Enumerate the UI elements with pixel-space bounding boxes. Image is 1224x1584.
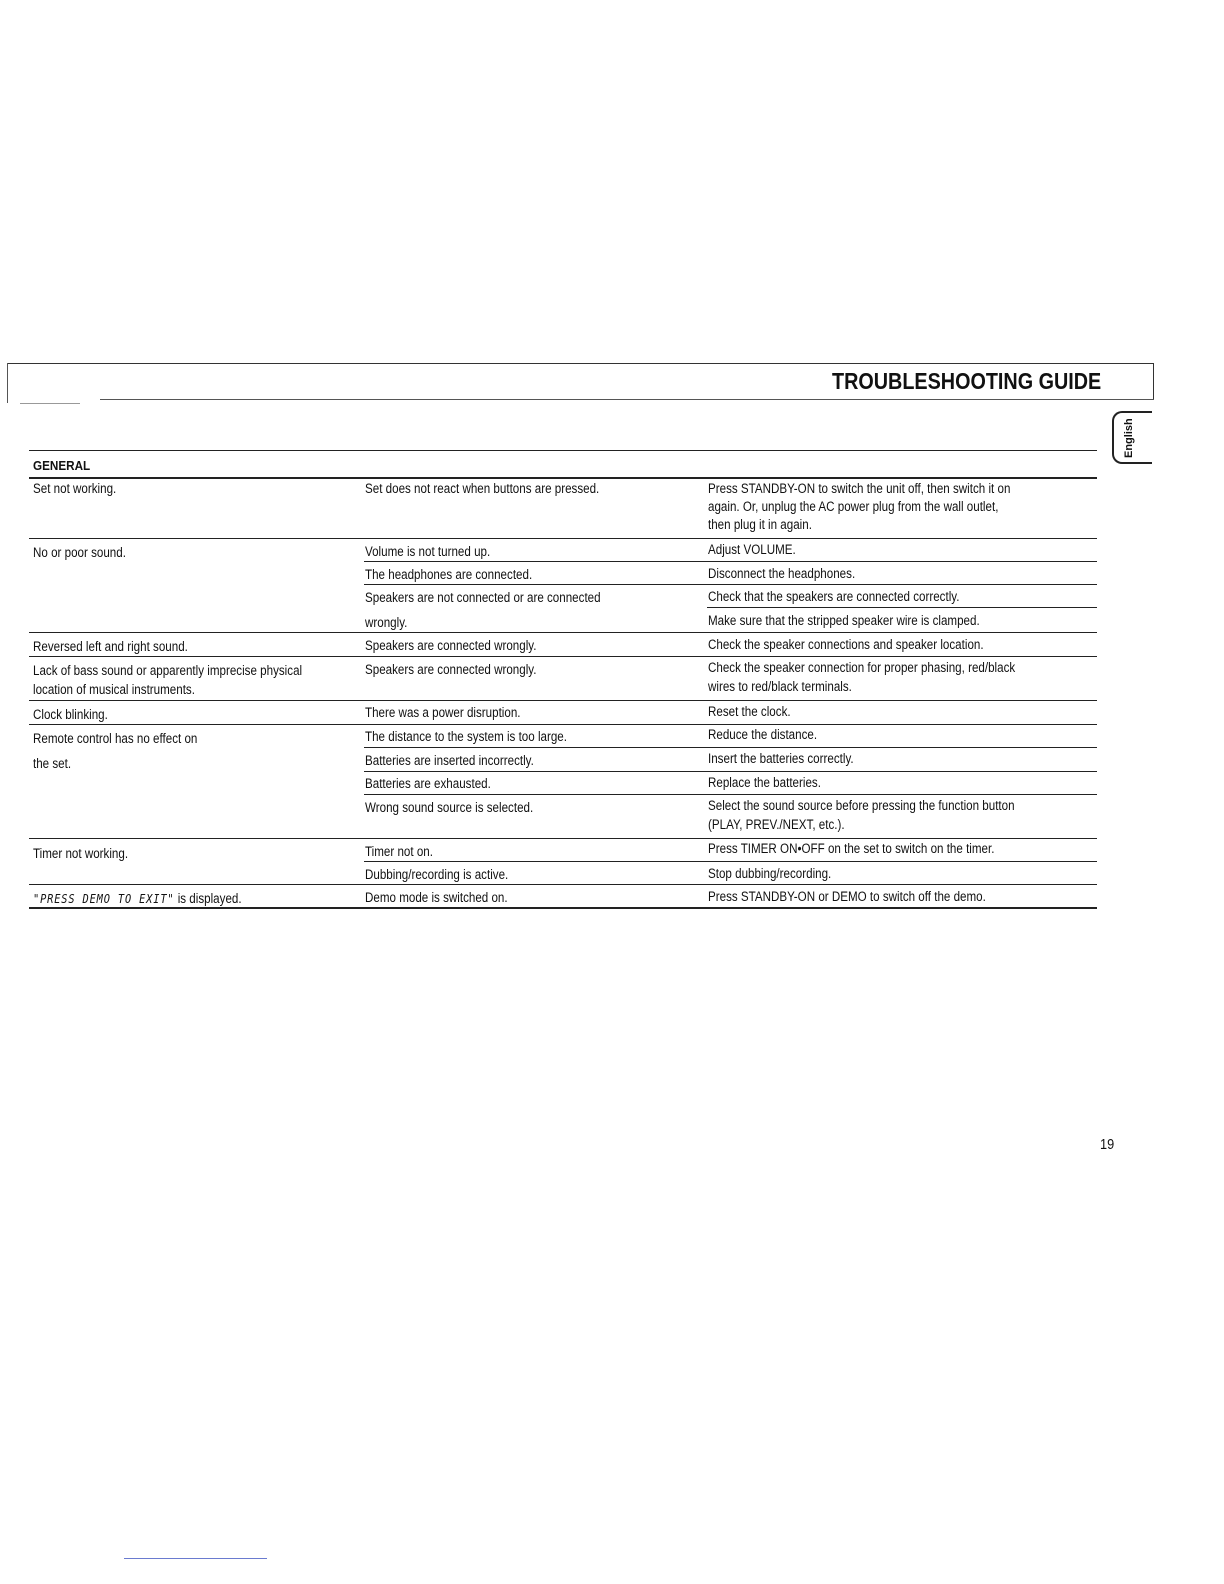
language-tab-label: English: [1123, 418, 1135, 458]
problem-cell: No or poor sound.: [33, 545, 126, 560]
problem-cell: Timer not working.: [33, 846, 129, 861]
header-bracket-right: [1153, 363, 1154, 400]
header-rule-fragment: [20, 403, 80, 404]
row-divider: [364, 771, 1097, 772]
solution-cell: Adjust VOLUME.: [708, 542, 796, 557]
solution-cell: (PLAY, PREV./NEXT, etc.).: [708, 817, 845, 832]
language-tab: [1112, 411, 1152, 464]
solution-cell: Reset the clock.: [708, 704, 791, 719]
solution-cell: Press STANDBY-ON to switch the unit off, then switch it on: [708, 481, 1011, 496]
page-number: 19: [1100, 1136, 1115, 1153]
row-divider: [29, 538, 1097, 539]
solution-cell: Check that the speakers are connected correctly.: [708, 589, 960, 604]
cause-cell: wrongly.: [365, 615, 408, 630]
cause-cell: Batteries are inserted incorrectly.: [365, 753, 534, 768]
section-rule-bottom: [29, 477, 1097, 479]
row-divider: [364, 861, 1097, 862]
row-divider: [364, 794, 1097, 795]
row-divider: [29, 724, 1097, 725]
row-divider: [707, 607, 1097, 608]
footer-rule: [124, 1558, 267, 1559]
cause-cell: Wrong sound source is selected.: [365, 800, 534, 815]
row-divider: [29, 884, 1097, 885]
solution-cell: Make sure that the stripped speaker wire is clamped.: [708, 613, 980, 628]
row-divider: [29, 838, 1097, 839]
row-divider: [29, 700, 1097, 701]
table-bottom-rule: [29, 907, 1097, 909]
solution-cell: Press TIMER ON•OFF on the set to switch on the timer.: [708, 841, 995, 856]
header-rule-bottom: [100, 399, 1154, 400]
cause-cell: Speakers are not connected or are connected: [365, 590, 601, 605]
cause-cell: Timer not on.: [365, 844, 433, 859]
problem-cell: [33, 890, 242, 909]
problem-cell: Remote control has no effect on: [33, 731, 198, 746]
row-divider: [364, 584, 1097, 585]
cause-cell: The headphones are connected.: [365, 567, 533, 582]
cause-cell: Volume is not turned up.: [365, 544, 491, 559]
cause-cell: There was a power disruption.: [365, 705, 521, 720]
cause-cell: Set does not react when buttons are pressed.: [365, 481, 600, 496]
cause-cell: The distance to the system is too large.: [365, 729, 567, 744]
problem-cell: Lack of bass sound or apparently imprecise physical: [33, 663, 303, 678]
solution-cell: Disconnect the headphones.: [708, 566, 856, 581]
cause-cell: Dubbing/recording is active.: [365, 867, 509, 882]
header-bracket-left: [7, 363, 8, 403]
lcd-display-text: "PRESS DEMO TO EXIT": [33, 892, 175, 906]
solution-cell: Press STANDBY-ON or DEMO to switch off the demo.: [708, 889, 986, 904]
cause-cell: Speakers are connected wrongly.: [365, 662, 537, 677]
solution-cell: Insert the batteries correctly.: [708, 751, 854, 766]
problem-cell: Set not working.: [33, 481, 117, 496]
cause-cell: Demo mode is switched on.: [365, 890, 508, 905]
problem-cell: Reversed left and right sound.: [33, 639, 188, 654]
solution-cell: again. Or, unplug the AC power plug from the wall outlet,: [708, 499, 999, 514]
row-divider: [364, 561, 1097, 562]
section-heading: GENERAL: [33, 458, 91, 473]
cause-cell: Batteries are exhausted.: [365, 776, 491, 791]
solution-cell: Check the speaker connections and speaker location.: [708, 637, 984, 652]
problem-cell: the set.: [33, 756, 72, 771]
cause-cell: Speakers are connected wrongly.: [365, 638, 537, 653]
row-divider: [29, 656, 1097, 657]
row-divider: [29, 632, 1097, 633]
solution-cell: then plug it in again.: [708, 517, 812, 532]
solution-cell: Check the speaker connection for proper phasing, red/black: [708, 660, 1016, 675]
problem-cell: location of musical instruments.: [33, 682, 195, 697]
solution-cell: wires to red/black terminals.: [708, 679, 852, 694]
problem-suffix: is displayed.: [174, 891, 242, 906]
problem-cell: Clock blinking.: [33, 707, 108, 722]
solution-cell: Replace the batteries.: [708, 775, 821, 790]
solution-cell: Stop dubbing/recording.: [708, 866, 832, 881]
header-rule-top: [8, 363, 1154, 364]
solution-cell: Reduce the distance.: [708, 727, 818, 742]
section-rule-top: [29, 450, 1097, 451]
row-divider: [364, 747, 1097, 748]
solution-cell: Select the sound source before pressing the function button: [708, 798, 1015, 813]
page-title: TROUBLESHOOTING GUIDE: [832, 368, 1102, 394]
